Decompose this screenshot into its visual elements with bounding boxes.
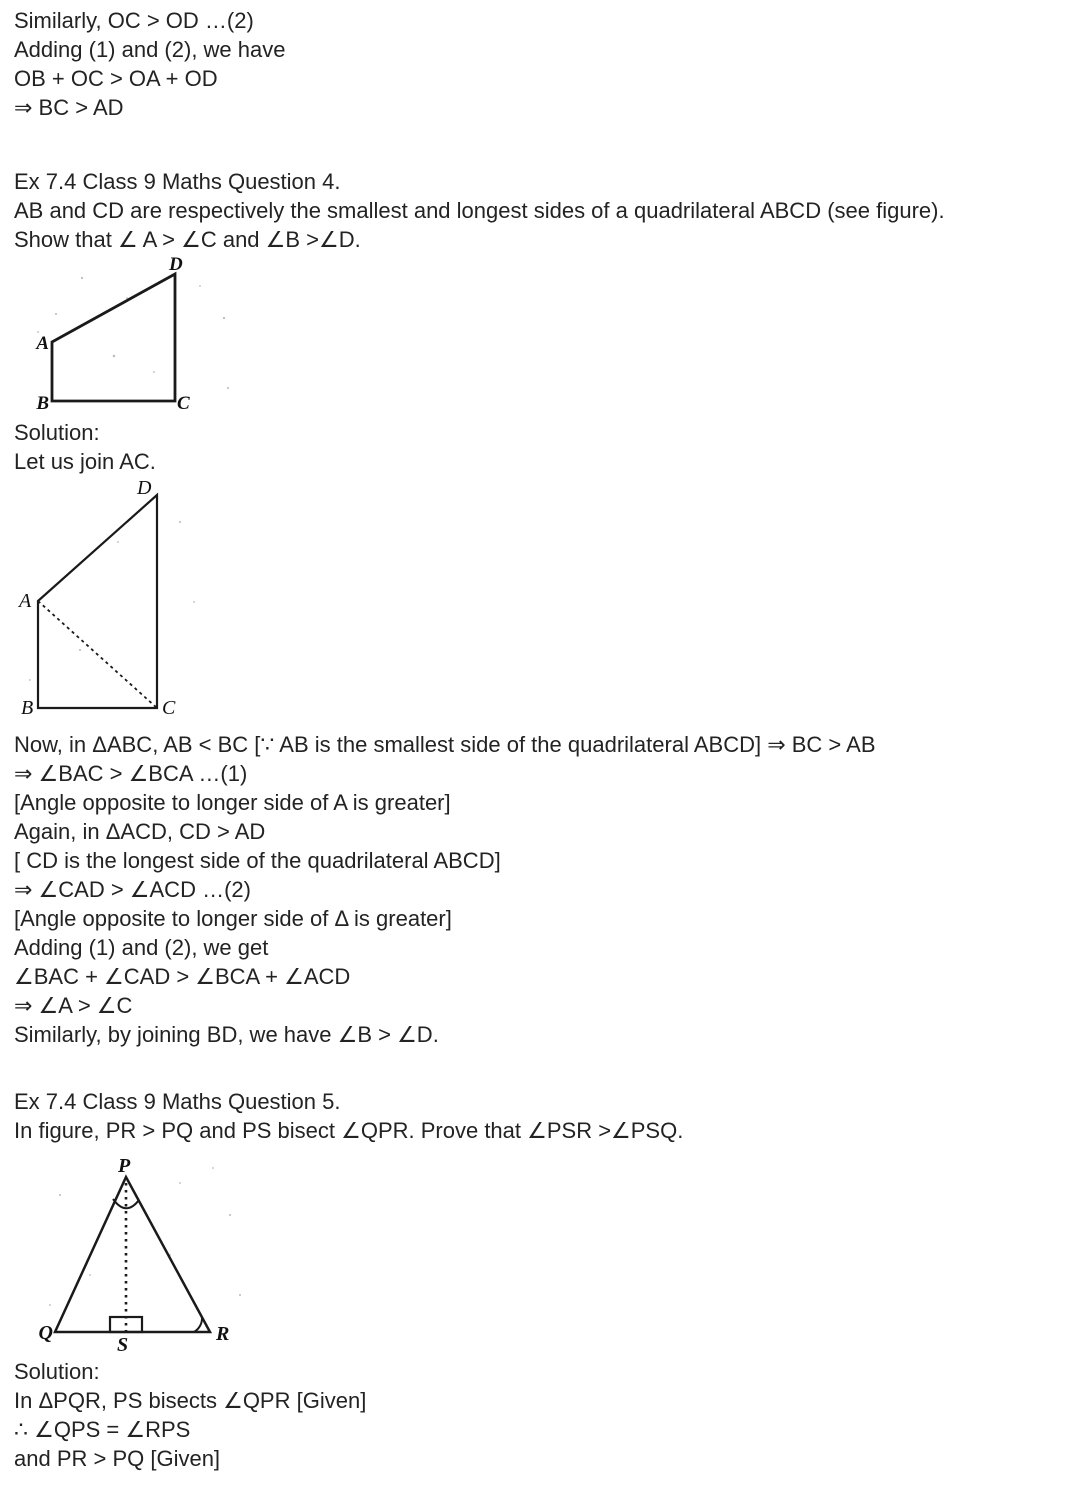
solution-line: ⇒ ∠BAC > ∠BCA …(1) xyxy=(14,761,248,786)
question-5-text-line: In figure, PR > PQ and PS bisect ∠QPR. Prove that ∠PSR >∠PSQ. xyxy=(14,1118,684,1143)
figure-triangle-pqr-with-bisector-ps xyxy=(28,1153,268,1357)
solution-heading: Solution: xyxy=(14,1359,100,1384)
solution-line: Similarly, by joining BD, we have ∠B > ∠D. xyxy=(14,1022,439,1047)
intro-line: Similarly, OC > OD …(2) xyxy=(14,8,254,33)
vertex-label-b: B xyxy=(21,697,34,719)
question-4-text-line: AB and CD are respectively the smallest and longest sides of a quadrilateral ABCD (see figure). xyxy=(14,198,945,223)
solution-5-block xyxy=(14,1357,1078,1473)
vertex-label-q: Q xyxy=(38,1322,53,1344)
vertex-label-r: R xyxy=(216,1323,230,1345)
solution-line: Now, in ΔABC, AB < BC [∵ AB is the smallest side of the quadrilateral ABCD] ⇒ BC > AB xyxy=(14,732,876,757)
vertex-label-c: C xyxy=(177,393,190,414)
solution-line: ⇒ ∠CAD > ∠ACD …(2) xyxy=(14,877,251,902)
angle-arc-at-r xyxy=(194,1317,202,1332)
question-5-block xyxy=(14,1087,1078,1145)
solution-4-heading-block xyxy=(14,418,1078,476)
solution-line: Again, in ΔACD, CD > AD xyxy=(14,819,266,844)
intro-line: OB + OC > OA + OD xyxy=(14,66,218,91)
intro-line: ⇒ BC > AD xyxy=(14,95,124,120)
diagonal-ac-dashed xyxy=(38,601,157,708)
solution-line: In ΔPQR, PS bisects ∠QPR [Given] xyxy=(14,1388,367,1413)
triangle-pqr-outline xyxy=(55,1177,210,1332)
quadrilateral-abcd-outline xyxy=(38,495,157,708)
vertex-label-d: D xyxy=(137,477,152,499)
question-4-block xyxy=(14,167,1078,254)
vertex-label-b: B xyxy=(36,393,49,414)
solution-4-body xyxy=(14,730,1078,1049)
figure-quadrilateral-abcd xyxy=(22,256,252,418)
solution-line: and PR > PQ [Given] xyxy=(14,1446,221,1471)
solution-line: ⇒ ∠A > ∠C xyxy=(14,993,133,1018)
question-4-text-line: Show that ∠ A > ∠C and ∠B >∠D. xyxy=(14,227,361,252)
vertex-label-c: C xyxy=(162,697,176,719)
solution-line: [Angle opposite to longer side of A is greater] xyxy=(14,790,451,815)
vertex-label-a: A xyxy=(19,590,32,612)
solution-line: [ CD is the longest side of the quadrilateral ABCD] xyxy=(14,848,501,873)
solution-line: ∴ ∠QPS = ∠RPS xyxy=(14,1417,191,1442)
speckle-dots xyxy=(49,1167,241,1306)
intro-paragraph xyxy=(14,6,1078,122)
quadrilateral-abcd-outline xyxy=(52,274,175,401)
vertex-label-p: P xyxy=(118,1155,131,1177)
solution-line: Adding (1) and (2), we get xyxy=(14,935,269,960)
solution-join-line: Let us join AC. xyxy=(14,449,156,474)
intro-line: Adding (1) and (2), we have xyxy=(14,37,286,62)
vertex-label-a: A xyxy=(36,333,49,354)
vertex-label-d: D xyxy=(169,254,183,275)
speckle-dots xyxy=(29,521,195,681)
figure-quadrilateral-abcd-with-diagonal-ac xyxy=(18,477,218,719)
vertex-label-s: S xyxy=(117,1334,129,1356)
question-4-title: Ex 7.4 Class 9 Maths Question 4. xyxy=(14,169,341,194)
solution-line: ∠BAC + ∠CAD > ∠BCA + ∠ACD xyxy=(14,964,351,989)
solution-line: [Angle opposite to longer side of Δ is greater] xyxy=(14,906,452,931)
angle-arc-at-p xyxy=(113,1199,139,1208)
solution-heading: Solution: xyxy=(14,420,100,445)
question-5-title: Ex 7.4 Class 9 Maths Question 5. xyxy=(14,1089,341,1114)
